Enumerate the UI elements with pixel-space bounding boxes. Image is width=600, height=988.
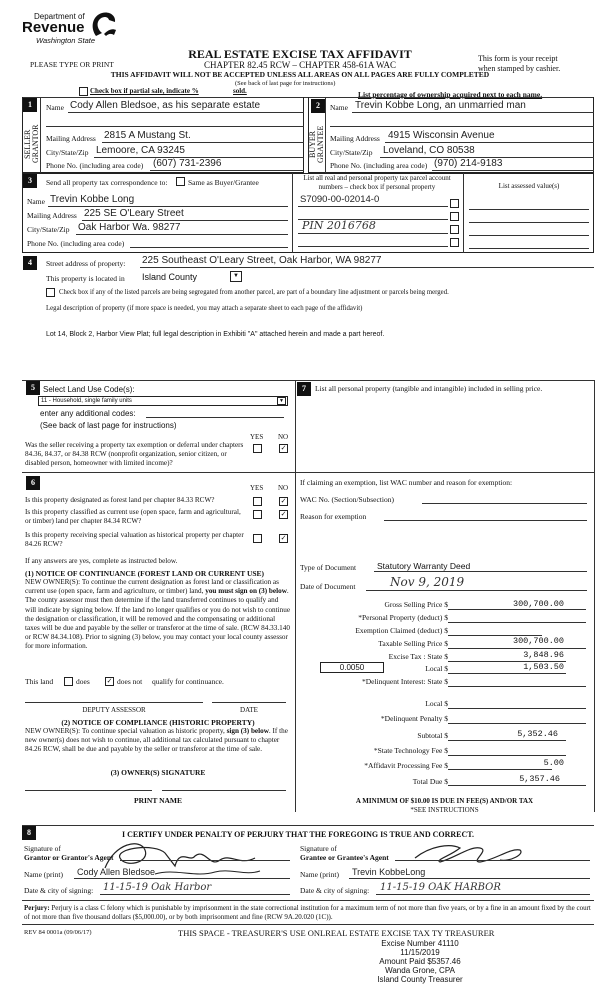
yes-header: YES — [250, 433, 264, 441]
section-8-number: 8 — [22, 826, 36, 840]
street-address-label: Street address of property: — [46, 259, 126, 268]
grantor-name-field[interactable]: Cody Allen Bledsoe — [77, 867, 156, 877]
wac-field[interactable] — [422, 503, 587, 504]
delinquent-penalty-label: *Delinquent Penalty $ — [380, 714, 448, 723]
affidavit-processing-fee-label: *Affidavit Processing Fee $ — [364, 761, 448, 770]
seller-mailing-label: Mailing Address — [46, 134, 96, 143]
grantor-signature-label: Signature of Grantor or Grantor's Agent — [24, 844, 114, 862]
does-not-label: does not — [117, 677, 143, 686]
partial-sale-checkbox[interactable] — [79, 87, 88, 96]
see-back-instructions: (See back of last page for instructions) — [40, 421, 177, 430]
partial-sale-label: Check box if partial sale, indicate % — [90, 87, 199, 95]
doc-type-label: Type of Document — [300, 563, 357, 572]
excise-state-value[interactable]: 3,848.96 — [523, 650, 564, 660]
corr-city-label: City/State/Zip — [27, 225, 70, 234]
deputy-assessor-label: DEPUTY ASSESSOR — [82, 706, 146, 714]
doc-date-field[interactable]: Nov 9, 2019 — [390, 575, 465, 589]
seller-city-label: City/State/Zip — [46, 148, 89, 157]
parcel-1-personal-checkbox[interactable] — [450, 199, 459, 208]
grantee-signature[interactable] — [410, 838, 550, 866]
parcel-3-personal-checkbox[interactable] — [450, 225, 459, 234]
additional-codes-label: enter any additional codes: — [40, 409, 136, 418]
taxable-selling-price-label: Taxable Selling Price $ — [378, 639, 448, 648]
local-rate-box[interactable] — [320, 662, 384, 673]
grantor-date-field[interactable]: 11-15-19 Oak Harbor — [103, 882, 212, 893]
subtotal-value[interactable]: 5,352.46 — [517, 729, 558, 739]
buyer-name-field[interactable]: Trevin Kobbe Long, an unmarried man — [355, 100, 526, 111]
chapter-line: CHAPTER 82.45 RCW – CHAPTER 458-61A WAC — [204, 60, 396, 70]
rev-number: REV 84 0001a (09/06/17) — [24, 929, 92, 936]
section-1-number: 1 — [23, 98, 37, 112]
wac-label: WAC No. (Section/Subsection) — [300, 495, 394, 504]
section-4-number: 4 — [23, 256, 37, 270]
owner-signature-title: (3) OWNER(S) SIGNATURE — [110, 768, 206, 777]
if-yes-note: If any answers are yes, complete as instructed below. — [25, 557, 178, 565]
exemption-label: If claiming an exemption, list WAC number and reason for exemption: — [300, 478, 513, 487]
affidavit-processing-fee-value[interactable]: 5.00 — [543, 758, 564, 768]
buyer-side-label: BUYER GRANTEE — [308, 125, 325, 163]
grantee-signature-label: Signature of Grantee or Grantee's Agent — [300, 844, 389, 862]
local-rate-value: 0.0050 — [339, 663, 365, 672]
legal-description-field[interactable]: Lot 14, Block 2, Harbor View Plat; full legal description in Exhibiti "A" attached herein and made a part hereof. — [46, 331, 385, 338]
seller-city-field[interactable]: Lemoore, CA 93245 — [96, 145, 185, 156]
yes-header: YES — [250, 484, 264, 492]
logo-line-3: Washington State — [36, 36, 96, 45]
assessed-header: List assessed value(s) — [498, 182, 560, 190]
historical-question: Is this property receiving special valuation as historical property per chapter 84.26 RCW? — [25, 531, 244, 548]
corr-city-field[interactable]: Oak Harbor Wa. 98277 — [78, 222, 181, 233]
does-qualify-checkbox[interactable] — [64, 677, 73, 686]
chevron-down-icon: ▼ — [233, 273, 239, 279]
located-in-label: This property is located in — [46, 274, 125, 283]
buyer-city-label: City/State/Zip — [330, 148, 373, 157]
doc-date-label: Date of Document — [300, 582, 356, 591]
grantee-date-label: Date & city of signing: — [300, 886, 370, 895]
grantor-name-label: Name (print) — [24, 870, 63, 879]
treasurer-name: Wanda Grone, CPA — [385, 966, 455, 975]
please-type: PLEASE TYPE OR PRINT — [30, 60, 114, 69]
warning-line: THIS AFFIDAVIT WILL NOT BE ACCEPTED UNLESS ALL AREAS ON ALL PAGES ARE FULLY COMPLETED — [110, 70, 490, 79]
land-use-value: 11 - Household, single family units — [41, 398, 132, 404]
excise-state-label: Excise Tax : State $ — [388, 652, 448, 661]
corr-name-field[interactable]: Trevin Kobbe Long — [50, 194, 135, 205]
land-use-select[interactable] — [38, 396, 288, 406]
delinquent-interest-local-label: Local $ — [425, 699, 448, 708]
segregated-checkbox[interactable] — [46, 288, 55, 297]
buyer-phone-field[interactable]: (970) 214-9183 — [434, 158, 503, 169]
grantee-name-field[interactable]: Trevin KobbeLong — [352, 867, 426, 877]
no-header: NO — [278, 433, 289, 441]
doc-type-field[interactable]: Statutory Warranty Deed — [377, 561, 471, 571]
same-as-buyer-checkbox[interactable] — [176, 177, 185, 186]
forest-no-checkbox[interactable] — [279, 497, 288, 506]
excise-local-value[interactable]: 1,503.50 — [523, 662, 564, 672]
send-correspondence-label: Send all property tax correspondence to: — [46, 178, 168, 187]
section-7-number: 7 — [297, 382, 311, 396]
seller-phone-label: Phone No. (including area code) — [46, 161, 144, 170]
corr-phone-label: Phone No. (including area code) — [27, 239, 125, 248]
gross-selling-price-value[interactable]: 300,700.00 — [512, 599, 564, 609]
forest-land-question: Is this property designated as forest land per chapter 84.33 RCW? — [25, 496, 215, 504]
notice-continuance-text: NEW OWNER(S): To continue the current designation as forest land or classification as current use (open space, farm and agriculture, or timber) land, you must sign on (3) below. The county assessor must then determine if the land transferred continues to qualify and will indicate by signing below. If the land no longer qualifies or you do not wish to continue the designation or classification, it will be removed and the compensating or additional taxes will be due and payable by the seller or transferor at the time of sale. (RCW 84.33.140 or RCW 84.34.108). Prior to signing (3) below, you may contact your local county assessor for more information. — [25, 578, 291, 651]
checkmark-icon: ✓ — [106, 677, 113, 685]
treasurer-title: Island County Treasurer — [377, 975, 463, 984]
reason-field[interactable] — [384, 520, 587, 521]
perjury-notice: Perjury: Perjury is a class C felony which is punishable by imprisonment in the state correctional institution for a maximum term of not more than five years, or by a fine in an amount fixed by the court of not more than five thousand dollars ($5,000.00), or by both imprisonment and fine (RCW 9A.20.020 (1C)). — [24, 904, 591, 921]
historical-no-checkbox[interactable] — [279, 534, 288, 543]
county-select[interactable]: Island County — [142, 272, 198, 282]
parcel-header: List all real and personal property tax parcel account numbers – check box if personal property — [303, 174, 451, 191]
fee-table — [300, 600, 590, 800]
street-address-field[interactable]: 225 Southeast O'Leary Street, Oak Harbor, WA 98277 — [142, 255, 382, 266]
current-use-yes-checkbox[interactable] — [253, 510, 262, 519]
delinquent-interest-state-field[interactable] — [448, 686, 586, 687]
delinquent-interest-state-label: *Delinquent Interest: State $ — [361, 677, 448, 686]
segregated-label: Check box if any of the listed parcels are being segregated from another parcel, are part of a boundary line adjustment or parcels being merged. — [59, 289, 449, 296]
notice-continuance-title: (1) NOTICE OF CONTINUANCE (FOREST LAND OR CURRENT USE) — [25, 569, 265, 578]
exemption-no-checkbox[interactable] — [279, 444, 288, 453]
owner-print-name-line[interactable] — [162, 790, 286, 791]
delinquent-interest-local-field[interactable] — [448, 708, 586, 709]
seller-mailing-field[interactable]: 2815 A Mustang St. — [104, 130, 191, 141]
corr-name-label: Name — [27, 197, 45, 206]
sold-label: sold. — [233, 87, 247, 95]
checkmark-icon: ✓ — [280, 444, 287, 452]
minimum-fee-note: A MINIMUM OF $10.00 IS DUE IN FEE(S) AND/OR TAX — [355, 797, 534, 805]
no-header: NO — [278, 484, 289, 492]
grantee-name-label: Name (print) — [300, 870, 339, 879]
state-technology-fee-label: *State Technology Fee $ — [373, 746, 448, 755]
state-technology-fee-field[interactable] — [448, 755, 566, 756]
treasurer-stamp — [340, 939, 500, 984]
tax-exemption-question: Was the seller receiving a property tax exemption or deferral under chapters 84.36, 84.37, or 84.38 RCW (nonprofit organization, senior citizen, or disabled person, homeowner with limited income)? — [25, 441, 244, 467]
notice-compliance-text: NEW OWNER(S): To continue special valuation as historic property, sign (3) below. If the new owner(s) does not wish to continue, all additional tax calculated pursuant to chapter 84.26 RCW, shall be due and payable by the seller or transferor at the time of sale. — [25, 727, 288, 754]
personal-property-label: List all personal property (tangible and intangible) included in selling price. — [315, 384, 543, 393]
checkmark-icon: ✓ — [280, 510, 287, 518]
dor-logo — [22, 10, 122, 50]
amount-paid: Amount Paid $5357.46 — [379, 957, 461, 966]
exemption-yes-checkbox[interactable] — [253, 444, 262, 453]
does-not-qualify-checkbox[interactable] — [105, 677, 114, 686]
forest-yes-checkbox[interactable] — [253, 497, 262, 506]
see-back-note: (See back of last page for instructions) — [235, 80, 336, 87]
receipt-note-1: This form is your receipt — [478, 54, 558, 63]
total-due-value[interactable]: 5,357.46 — [519, 774, 560, 784]
grantee-date-field[interactable]: 11-15-19 OAK HARBOR — [380, 882, 501, 893]
buyer-name-label: Name — [330, 103, 348, 112]
excise-number: Excise Number 41110 — [381, 939, 459, 948]
seller-side-label: SELLER GRANTOR — [23, 124, 40, 164]
section-3-number: 3 — [23, 174, 37, 188]
legal-description-label: Legal description of property (if more space is needed, you may attach a separate sheet to each page of the affidavit) — [46, 305, 363, 312]
delinquent-penalty-field[interactable] — [448, 723, 586, 724]
parcel-field-1[interactable]: S7090-00-02014-0 — [300, 194, 380, 205]
excise-local-label: Local $ — [425, 664, 448, 673]
owner-signature-line[interactable] — [25, 790, 152, 791]
grantor-date-label: Date & city of signing: — [24, 886, 94, 895]
historical-yes-checkbox[interactable] — [253, 534, 262, 543]
print-name-label: PRINT NAME — [134, 796, 182, 805]
seller-name-label: Name — [46, 103, 64, 112]
form-title: REAL ESTATE EXCISE TAX AFFIDAVIT — [188, 47, 412, 61]
gross-selling-price-label: Gross Selling Price $ — [384, 600, 448, 609]
section-5-number: 5 — [26, 381, 40, 395]
buyer-city-field[interactable]: Loveland, CO 80538 — [383, 145, 475, 156]
county-dropdown-button[interactable] — [230, 271, 242, 282]
personal-property-deduct-field[interactable] — [448, 622, 586, 623]
stamp-date: 11/15/2019 — [400, 948, 440, 957]
personal-property-deduct-label: *Personal Property (deduct) $ — [358, 613, 448, 622]
logo-line-2: Revenue — [22, 19, 85, 36]
parcel-4-personal-checkbox[interactable] — [450, 238, 459, 247]
same-as-buyer-label: Same as Buyer/Grantee — [188, 178, 259, 187]
does-label: does — [76, 677, 90, 686]
seller-phone-field[interactable]: (607) 731-2396 — [153, 158, 222, 169]
checkmark-icon: ✓ — [280, 497, 287, 505]
this-land-label: This land — [25, 677, 54, 686]
reason-label: Reason for exemption — [300, 512, 367, 521]
select-land-use-label: Select Land Use Code(s): — [43, 385, 135, 394]
see-instructions-note: *SEE INSTRUCTIONS — [410, 806, 479, 814]
dor-swirl-logo-icon — [88, 10, 118, 38]
section-6-number: 6 — [26, 476, 40, 490]
corr-mailing-field[interactable]: 225 SE O'Leary Street — [84, 208, 184, 219]
date-label: DATE — [240, 706, 258, 714]
section-2-number: 2 — [311, 99, 325, 113]
ownership-note: List percentage of ownership acquired next to each name. — [358, 90, 543, 99]
notice-compliance-title: (2) NOTICE OF COMPLIANCE (HISTORIC PROPERTY) — [61, 718, 255, 727]
parcel-2-personal-checkbox[interactable] — [450, 212, 459, 221]
exemption-claimed-label: Exemption Claimed (deduct) $ — [355, 626, 448, 635]
logo-line-1: Department of — [34, 12, 85, 21]
current-use-question: Is this property classified as current use (open space, farm and agricultural, or timber) land per chapter 84.34 RCW? — [25, 508, 241, 525]
chevron-down-icon: ▼ — [277, 397, 286, 405]
corr-mailing-label: Mailing Address — [27, 211, 77, 220]
parcel-field-3[interactable]: PIN 2016768 — [302, 219, 376, 232]
qualify-label: qualify for continuance. — [152, 677, 224, 686]
buyer-phone-label: Phone No. (including area code) — [330, 161, 428, 170]
buyer-mailing-field[interactable]: 4915 Wisconsin Avenue — [388, 130, 495, 141]
total-due-label: Total Due $ — [412, 777, 448, 786]
seller-name-field[interactable]: Cody Allen Bledsoe, as his separate estate — [70, 100, 261, 111]
checkmark-icon: ✓ — [280, 534, 287, 542]
treasurer-use-label: THIS SPACE - TREASURER'S USE ONLREAL ESTATE EXCISE TAX TY TREASURER — [178, 928, 495, 938]
buyer-mailing-label: Mailing Address — [330, 134, 380, 143]
current-use-no-checkbox[interactable] — [279, 510, 288, 519]
subtotal-label: Subtotal $ — [417, 731, 448, 740]
receipt-note-2: when stamped by cashier. — [478, 64, 561, 73]
certify-statement: I CERTIFY UNDER PENALTY OF PERJURY THAT THE FOREGOING IS TRUE AND CORRECT. — [122, 830, 475, 839]
taxable-selling-price-value[interactable]: 300,700.00 — [512, 636, 564, 646]
